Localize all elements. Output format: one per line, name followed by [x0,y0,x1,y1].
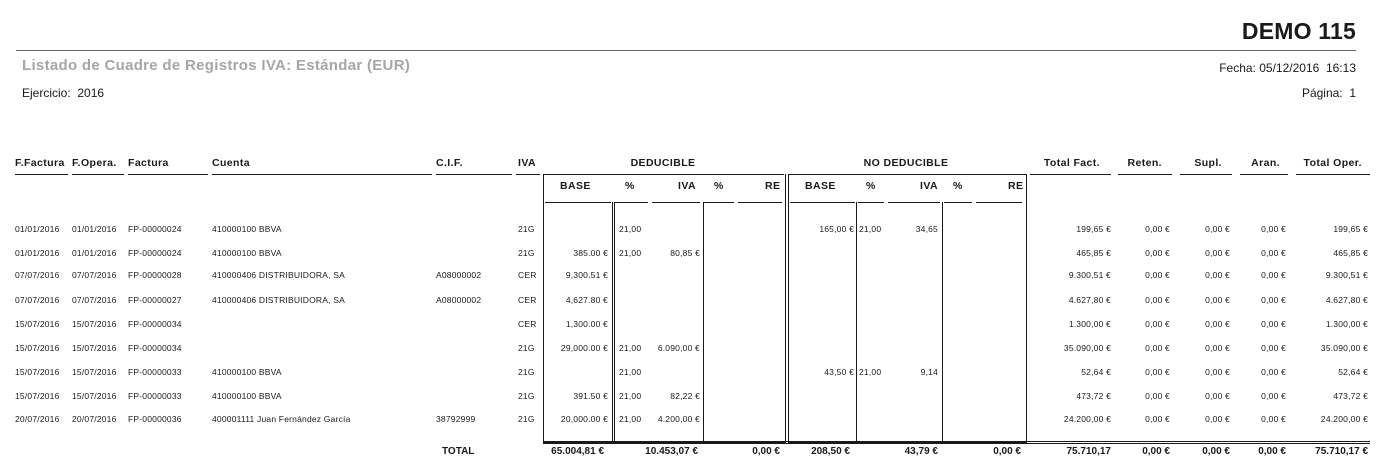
cell-n-iva: 34,65 [915,224,938,234]
subhead-n-repct: % [953,180,963,192]
cell-supl: 0,00 € [1205,414,1230,424]
sep-n-iva [942,202,943,442]
pagina-label: Página: [1301,86,1343,100]
cell-d-pct: 21,00 [619,414,642,424]
underline-n-iva [888,202,940,203]
underline-factura [128,174,208,175]
cell-fopera: 07/07/2016 [72,270,117,280]
cell-supl: 0,00 € [1205,270,1230,280]
underline-reten [1118,174,1172,175]
totals-aran: 0,00 € [1258,446,1286,457]
cell-aran: 0,00 € [1261,270,1286,280]
col-header-deducible: DEDUCIBLE [630,157,696,169]
group-rule-deducible [543,174,784,175]
subhead-n-iva: IVA [920,180,938,192]
page-number [1302,86,1356,100]
group-left-deducible [543,174,544,442]
cell-total-oper: 52,64 € [1338,367,1368,377]
cell-fopera: 20/07/2016 [72,414,117,424]
cell-n-base: 43,50 € [824,367,854,377]
cell-total-fact: 4.627,80 € [1068,295,1111,305]
cell-ffactura: 07/07/2016 [15,295,60,305]
cell-supl: 0,00 € [1205,224,1230,234]
totals-n-iva: 43,79 € [904,446,938,457]
cell-ffactura: 15/07/2016 [15,391,60,401]
cell-d-iva: 82,22 € [670,391,700,401]
cell-aran: 0,00 € [1261,414,1286,424]
totals-n-base: 208,50 € [811,446,850,457]
cell-iva: 21G [518,343,535,353]
underline-n-pct [858,202,884,203]
underline-d-re [738,202,782,203]
col-header-aran: Aran. [1251,157,1280,169]
cell-fopera: 07/07/2016 [72,295,117,305]
totals-total-fact: 75.710,17 [1066,446,1111,457]
cell-aran: 0,00 € [1261,367,1286,377]
cell-d-pct: 21,00 [619,248,642,258]
totals-reten: 0,00 € [1142,446,1170,457]
group-right-no-deducible [1026,174,1027,442]
cell-fopera: 15/07/2016 [72,391,117,401]
underline-d-base [545,202,611,203]
sep-n-base [856,202,857,442]
cell-total-fact: 52,64 € [1081,367,1111,377]
cell-aran: 0,00 € [1261,391,1286,401]
cell-n-pct: 21,00 [859,367,882,377]
cell-factura: FP-00000033 [128,367,182,377]
cell-iva: 21G [518,248,535,258]
subhead-d-base: BASE [560,180,591,192]
cell-ffactura: 15/07/2016 [15,367,60,377]
cell-ffactura: 01/01/2016 [15,224,60,234]
cell-reten: 0,00 € [1145,319,1170,329]
top-rule [16,50,1356,51]
cell-d-base: 391.50 € [573,391,608,401]
group-left-no-deducible [788,174,789,442]
cell-total-oper: 473,72 € [1333,391,1368,401]
cell-ffactura: 01/01/2016 [15,248,60,258]
underline-fopera [72,174,124,175]
cell-supl: 0,00 € [1205,295,1230,305]
totals-d-iva: 10.453,07 € [645,446,698,457]
cell-fopera: 01/01/2016 [72,248,117,258]
cell-reten: 0,00 € [1145,224,1170,234]
cell-cuenta: 410000406 DISTRIBUIDORA, SA [212,295,345,305]
subhead-d-pct: % [625,180,635,192]
cell-total-oper: 4.627,80 € [1325,295,1368,305]
cell-fopera: 01/01/2016 [72,224,117,234]
cell-d-iva: 4.200,00 € [657,414,700,424]
cell-cuenta: 400001111 Juan Fernández García [212,414,351,424]
totals-d-re: 0,00 € [752,446,780,457]
col-header-total-oper: Total Oper. [1303,157,1362,169]
cell-reten: 0,00 € [1145,414,1170,424]
cell-total-fact: 473,72 € [1076,391,1111,401]
cell-n-iva: 9,14 [920,367,938,377]
totals-supl: 0,00 € [1202,446,1230,457]
cell-supl: 0,00 € [1205,319,1230,329]
cell-reten: 0,00 € [1145,367,1170,377]
col-header-supl: Supl. [1194,157,1222,169]
cell-aran: 0,00 € [1261,295,1286,305]
totals-total-oper: 75.710,17 € [1315,446,1368,457]
subhead-d-re: RE [765,180,781,192]
cell-cuenta: 410000100 BBVA [212,248,282,258]
cell-d-iva: 6.090,00 € [657,343,700,353]
totals-rule-1 [543,441,1370,442]
cell-d-base: 385.00 € [573,248,608,258]
underline-n-repct [944,202,972,203]
cell-factura: FP-00000034 [128,343,182,353]
cell-factura: FP-00000033 [128,391,182,401]
totals-n-re: 0,00 € [993,446,1021,457]
cell-d-base: 1,300.00 € [565,319,608,329]
totals-label: TOTAL [442,446,475,457]
cell-cuenta: 410000100 BBVA [212,367,282,377]
cell-fopera: 15/07/2016 [72,343,117,353]
cell-total-fact: 35.090,00 € [1063,343,1111,353]
cell-iva: 21G [518,391,535,401]
cell-cuenta: 410000100 BBVA [212,391,282,401]
report-title: Listado de Cuadre de Registros IVA: Estándar (EUR) [22,57,411,74]
cell-aran: 0,00 € [1261,319,1286,329]
cell-d-base: 29,000.00 € [560,343,608,353]
cell-n-pct: 21,00 [859,224,882,234]
group-rule-no-deducible [788,174,1026,175]
cell-reten: 0,00 € [1145,270,1170,280]
subhead-n-re: RE [1008,180,1024,192]
cell-supl: 0,00 € [1205,343,1230,353]
fecha-value: 05/12/2016 16:13 [1259,61,1356,75]
sep-d-base [612,202,613,442]
cell-factura: FP-00000034 [128,319,182,329]
cell-total-oper: 24.200,00 € [1320,414,1368,424]
cell-iva: CER [518,295,537,305]
subhead-d-repct: % [714,180,724,192]
underline-iva [516,174,540,175]
cell-reten: 0,00 € [1145,248,1170,258]
cell-ffactura: 20/07/2016 [15,414,60,424]
fiscal-year [22,86,104,100]
totals-d-base: 65.004,81 € [551,446,604,457]
cell-total-oper: 465,85 € [1333,248,1368,258]
col-header-ffactura: F.Factura [15,157,65,169]
cell-total-oper: 1.300,00 € [1325,319,1368,329]
cell-cif: A08000002 [436,295,482,305]
underline-d-repct [704,202,734,203]
cell-aran: 0,00 € [1261,248,1286,258]
col-header-iva: IVA [518,157,536,169]
company-name: DEMO 115 [1241,18,1356,44]
pagina-value: 1 [1349,86,1356,100]
underline-total-oper [1296,174,1370,175]
underline-supl [1180,174,1232,175]
cell-reten: 0,00 € [1145,343,1170,353]
cell-ffactura: 15/07/2016 [15,319,60,329]
cell-total-oper: 199,65 € [1333,224,1368,234]
cell-factura: FP-00000036 [128,414,182,424]
cell-cif: 38792999 [436,414,476,424]
cell-iva: CER [518,319,537,329]
cell-iva: 21G [518,367,535,377]
totals-rule-2 [543,443,1370,444]
underline-d-iva [652,202,700,203]
underline-d-pct [615,202,648,203]
cell-aran: 0,00 € [1261,343,1286,353]
sep-d-iva [703,202,704,442]
cell-supl: 0,00 € [1205,367,1230,377]
col-header-total-fact: Total Fact. [1043,157,1100,169]
cell-aran: 0,00 € [1261,224,1286,234]
cell-supl: 0,00 € [1205,391,1230,401]
cell-d-iva: 80,85 € [670,248,700,258]
cell-d-pct: 21,00 [619,224,642,234]
cell-total-fact: 465,85 € [1076,248,1111,258]
col-header-fopera: F.Opera. [72,157,117,169]
ejercicio-value: 2016 [77,86,105,100]
cell-iva: CER [518,270,537,280]
cell-d-pct: 21,00 [619,391,642,401]
cell-iva: 21G [518,414,535,424]
cell-reten: 0,00 € [1145,295,1170,305]
cell-ffactura: 07/07/2016 [15,270,60,280]
cell-cif: A08000002 [436,270,482,280]
col-header-cuenta: Cuenta [212,157,250,169]
col-header-factura: Factura [128,157,169,169]
underline-aran [1240,174,1288,175]
cell-n-base: 165,00 € [819,224,854,234]
underline-n-base [790,202,855,203]
cell-cuenta: 410000100 BBVA [212,224,282,234]
cell-total-oper: 9.300,51 € [1325,270,1368,280]
cell-ffactura: 15/07/2016 [15,343,60,353]
cell-d-pct: 21,00 [619,343,642,353]
underline-cuenta [212,174,432,175]
underline-total-fact [1030,174,1111,175]
underline-n-re [976,202,1022,203]
subhead-n-base: BASE [805,180,836,192]
report-date [1219,61,1356,75]
cell-fopera: 15/07/2016 [72,319,117,329]
cell-factura: FP-00000027 [128,295,182,305]
cell-total-fact: 9.300,51 € [1068,270,1111,280]
cell-factura: FP-00000028 [128,270,182,280]
cell-d-base: 20,000.00 € [560,414,608,424]
sep-d-pct-left [614,202,615,442]
group-right-deducible [785,174,786,442]
cell-cuenta: 410000406 DISTRIBUIDORA, SA [212,270,345,280]
cell-total-fact: 199,65 € [1076,224,1111,234]
underline-cif [436,174,512,175]
cell-supl: 0,00 € [1205,248,1230,258]
fecha-label: Fecha: [1219,61,1256,75]
subhead-d-iva: IVA [678,180,696,192]
cell-d-pct: 21,00 [619,367,642,377]
col-header-no-deducible: NO DEDUCIBLE [863,157,949,169]
cell-total-fact: 1.300,00 € [1068,319,1111,329]
cell-d-base: 4,627.80 € [565,295,608,305]
cell-factura: FP-00000024 [128,224,182,234]
cell-fopera: 15/07/2016 [72,367,117,377]
cell-factura: FP-00000024 [128,248,182,258]
cell-total-oper: 35.090,00 € [1320,343,1368,353]
ejercicio-label: Ejercicio: [22,86,71,100]
col-header-reten: Reten. [1127,157,1162,169]
cell-total-fact: 24.200,00 € [1063,414,1111,424]
cell-iva: 21G [518,224,535,234]
cell-reten: 0,00 € [1145,391,1170,401]
col-header-cif: C.I.F. [436,157,463,169]
underline-ffactura [15,174,68,175]
cell-d-base: 9,300.51 € [565,270,608,280]
subhead-n-pct: % [866,180,876,192]
